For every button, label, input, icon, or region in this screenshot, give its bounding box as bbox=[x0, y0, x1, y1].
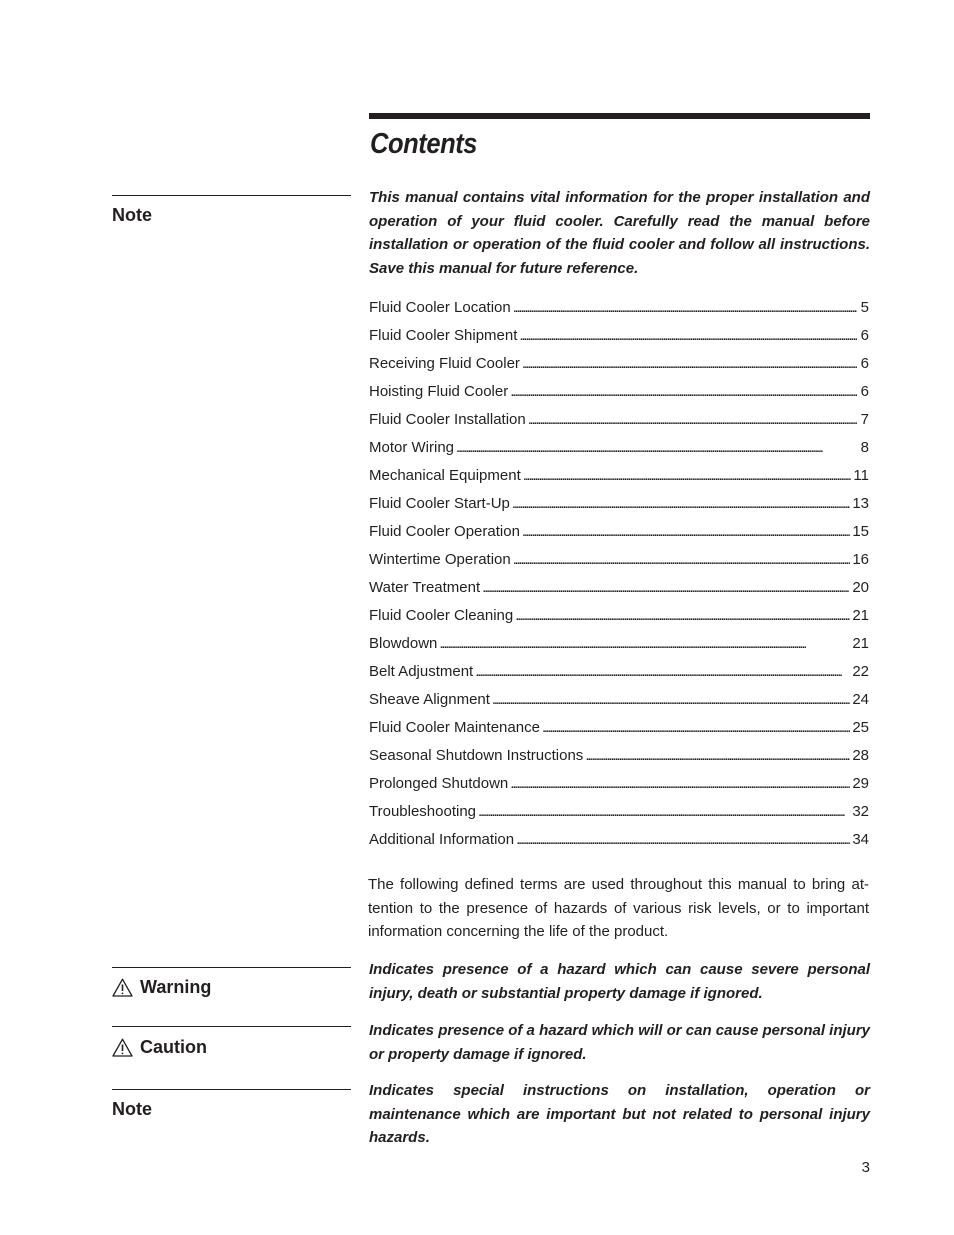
toc-entry bbox=[369, 772, 869, 800]
toc-entry-title: Belt Adjustment bbox=[369, 663, 474, 680]
intro-paragraph: This manual contains vital information for the proper installation and operation of your fluid cooler. Carefully read the manual before installation or operation of the fluid cooler and follow all instructions. Save this manual for future reference. bbox=[369, 189, 870, 277]
toc-entry-title: Blowdown bbox=[369, 635, 438, 652]
toc-entry-title: Additional Information bbox=[369, 831, 515, 848]
toc-leader-dots bbox=[516, 828, 850, 852]
caution-definition: Indicates presence of a hazard which will or can cause personal injury or property damage if ignored. bbox=[369, 1022, 870, 1063]
toc-entry bbox=[369, 688, 869, 716]
toc-entry-title: Receiving Fluid Cooler bbox=[369, 355, 520, 372]
toc-entry bbox=[369, 380, 869, 408]
toc-entry bbox=[369, 660, 869, 688]
toc-entry-title: Fluid Cooler Start-Up bbox=[369, 495, 510, 512]
toc-entry-page: 21 bbox=[852, 635, 869, 652]
toc-leader-dots bbox=[585, 744, 850, 768]
toc-leader-dots bbox=[542, 716, 850, 740]
header-rule bbox=[369, 113, 870, 119]
toc-leader-dots bbox=[456, 436, 857, 460]
caution-triangle-icon bbox=[112, 1038, 133, 1057]
toc-entry-page: 7 bbox=[860, 411, 869, 428]
toc-entry-title: Fluid Cooler Maintenance bbox=[369, 719, 540, 736]
caution-rule bbox=[112, 1026, 351, 1027]
page-number: 3 bbox=[861, 1159, 870, 1176]
toc-leader-dots bbox=[482, 576, 850, 600]
toc-entry-page: 5 bbox=[860, 299, 869, 316]
toc-entry-title: Fluid Cooler Location bbox=[369, 299, 511, 316]
note-label-bottom: Note bbox=[112, 1099, 152, 1119]
warning-label-text: Warning bbox=[140, 977, 212, 997]
toc-entry-title: Sheave Alignment bbox=[369, 691, 490, 708]
toc-entry-page: 15 bbox=[852, 523, 869, 540]
toc-leader-dots bbox=[478, 800, 850, 824]
toc-leader-dots bbox=[492, 688, 850, 712]
toc-entry-title: Fluid Cooler Installation bbox=[369, 411, 526, 428]
toc-entry-page: 6 bbox=[860, 355, 869, 372]
toc-entry bbox=[369, 548, 869, 576]
toc-entry-page: 20 bbox=[852, 579, 869, 596]
toc-entry-page: 24 bbox=[852, 691, 869, 708]
toc-leader-dots bbox=[522, 520, 850, 544]
toc-entry-page: 32 bbox=[852, 803, 869, 820]
toc-entry bbox=[369, 324, 869, 352]
toc-entry-title: Prolonged Shutdown bbox=[369, 775, 509, 792]
toc-entry-page: 11 bbox=[853, 467, 869, 484]
toc-entry-title: Motor Wiring bbox=[369, 439, 455, 456]
toc-entry-page: 21 bbox=[852, 607, 869, 624]
toc-entry-page: 28 bbox=[852, 747, 869, 764]
toc-entry-title: Wintertime Operation bbox=[369, 551, 511, 568]
toc-entry bbox=[369, 632, 869, 660]
toc-leader-dots bbox=[513, 296, 857, 320]
note-definition: Indicates special instructions on installation, operation or maintenance which are important but not related to personal injury hazards. bbox=[369, 1082, 870, 1146]
toc-entry-title: Fluid Cooler Operation bbox=[369, 523, 520, 540]
toc-leader-dots bbox=[523, 464, 852, 488]
toc-entry-page: 13 bbox=[852, 495, 869, 512]
toc-entry bbox=[369, 520, 869, 548]
toc-entry bbox=[369, 436, 869, 464]
toc-entry bbox=[369, 828, 869, 856]
note-rule-top bbox=[112, 195, 351, 196]
toc-leader-dots bbox=[515, 604, 850, 628]
warning-definition: Indicates presence of a hazard which can cause severe personal injury, death or substantial property damage if ignored. bbox=[369, 961, 870, 1002]
toc-entry-page: 29 bbox=[852, 775, 869, 792]
toc-entry bbox=[369, 604, 869, 632]
table-of-contents bbox=[369, 296, 869, 856]
toc-leader-dots bbox=[512, 492, 850, 516]
toc-entry-page: 22 bbox=[852, 663, 869, 680]
toc-entry-title: Water Treatment bbox=[369, 579, 481, 596]
toc-entry-page: 25 bbox=[852, 719, 869, 736]
toc-entry bbox=[369, 744, 869, 772]
page-title: Contents bbox=[370, 128, 478, 160]
caution-label bbox=[112, 1037, 207, 1058]
toc-entry-title: Troubleshooting bbox=[369, 803, 477, 820]
toc-entry-title: Mechanical Equipment bbox=[369, 467, 521, 484]
toc-entry bbox=[369, 408, 869, 436]
toc-leader-dots bbox=[513, 548, 851, 572]
defined-terms-intro: The following defined terms are used throughout this manual to bring attention to the presence of hazards of various risk levels, or to important information concerning the life of the product. bbox=[368, 876, 869, 940]
note-rule-bottom bbox=[112, 1089, 351, 1090]
toc-entry-page: 6 bbox=[860, 383, 869, 400]
toc-entry-page: 16 bbox=[852, 551, 869, 568]
toc-entry-title: Seasonal Shutdown Instructions bbox=[369, 747, 584, 764]
toc-leader-dots bbox=[439, 632, 850, 656]
toc-entry-title: Fluid Cooler Cleaning bbox=[369, 607, 514, 624]
toc-leader-dots bbox=[475, 660, 850, 684]
toc-entry bbox=[369, 576, 869, 604]
toc-entry-title: Hoisting Fluid Cooler bbox=[369, 383, 509, 400]
toc-entry bbox=[369, 352, 869, 380]
toc-entry-page: 8 bbox=[860, 439, 869, 456]
toc-leader-dots bbox=[528, 408, 857, 432]
note-label-top: Note bbox=[112, 205, 152, 225]
toc-leader-dots bbox=[510, 772, 850, 796]
toc-leader-dots bbox=[519, 324, 857, 348]
toc-entry bbox=[369, 464, 869, 492]
warning-label bbox=[112, 977, 211, 998]
caution-label-text: Caution bbox=[140, 1037, 207, 1057]
toc-leader-dots bbox=[510, 380, 857, 404]
toc-entry-page: 34 bbox=[852, 831, 869, 848]
toc-entry bbox=[369, 800, 869, 828]
toc-entry bbox=[369, 296, 869, 324]
warning-rule bbox=[112, 967, 351, 968]
toc-entry bbox=[369, 716, 869, 744]
toc-entry bbox=[369, 492, 869, 520]
toc-entry-page: 6 bbox=[860, 327, 869, 344]
toc-leader-dots bbox=[522, 352, 857, 376]
warning-triangle-icon bbox=[112, 978, 133, 997]
toc-entry-title: Fluid Cooler Shipment bbox=[369, 327, 518, 344]
